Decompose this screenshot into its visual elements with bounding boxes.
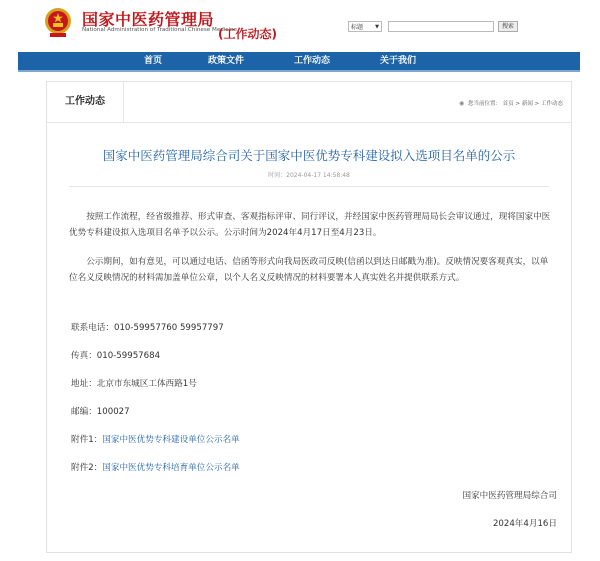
breadcrumb-item-news[interactable]: 新闻: [521, 101, 533, 107]
breadcrumb-item-work[interactable]: 工作动态: [540, 101, 563, 107]
site-header: [0, 0, 600, 48]
article-panel: [46, 81, 572, 553]
breadcrumb-prefix: 您当前位置：: [467, 101, 501, 107]
breadcrumb-separator: >: [515, 101, 522, 107]
contact-fax: [71, 349, 160, 361]
panel-tab: 工作动态: [47, 82, 124, 122]
breadcrumb: [459, 99, 563, 107]
signature-date: 2024年4月16日: [492, 519, 557, 529]
meta-time-label: 时间：: [268, 172, 287, 179]
main-nav: [18, 52, 580, 72]
location-pin-icon: ◉: [458, 100, 465, 107]
contact-address: [71, 377, 197, 389]
panel-header: [47, 82, 571, 123]
nav-item-policy[interactable]: 政策文件: [208, 56, 245, 66]
contact-postcode: [71, 405, 130, 417]
contact-fax-value: 010-59957684: [96, 351, 161, 361]
attachment-1: [71, 433, 240, 445]
article-paragraph-1: 按照工作流程，经省级推荐、形式审查、客观指标评审、同行评议，并经国家中医药管理局局长会审议通过，现将国家中医优势专科建设拟入选项目名单予以公示。公示时间为2024年4月17日至4月23日。: [69, 212, 551, 238]
contact-phone-value: 010-59957760 59957797: [113, 323, 224, 333]
site-brand-subtitle: National Administration of Traditional Chinese Medicine: [82, 27, 237, 33]
attachment-2-label: 附件2：: [71, 463, 103, 473]
contact-postcode-label: 邮编：: [71, 407, 97, 417]
search-field-select[interactable]: [348, 21, 382, 32]
breadcrumb-item-home[interactable]: 首页: [502, 101, 514, 107]
title-divider: [69, 186, 549, 187]
contact-fax-label: 传真：: [71, 351, 97, 361]
contact-address-value: 北京市东城区工体西路1号: [96, 379, 197, 389]
signature-org: 国家中医药管理局综合司: [462, 491, 557, 501]
meta-time: 2024-04-17 14:58:48: [286, 172, 350, 179]
attachment-2: [71, 461, 240, 473]
nav-item-home[interactable]: 首页: [144, 56, 163, 66]
search-select-value: 标题: [351, 24, 364, 31]
article-paragraph-2: 公示期间，如有意见，可以通过电话、信函等形式向我局医政司反映(信函以到达日邮戳为准)。反映情况要客观真实，以单位名义反映情况的材料需加盖单位公章，以个人名义反映情况的材料要署本人真实姓名并提供联系方式。: [69, 257, 549, 283]
contact-phone: [71, 321, 224, 333]
nav-item-news[interactable]: 工作动态: [294, 56, 331, 66]
attachment-1-label: 附件1：: [71, 435, 103, 445]
chevron-down-icon: ▼: [375, 24, 379, 30]
contact-phone-label: 联系电话：: [71, 323, 114, 333]
article-title: 国家中医药管理局综合司关于国家中医优势专科建设拟入选项目名单的公示: [102, 148, 516, 163]
contact-address-label: 地址：: [71, 379, 97, 389]
national-emblem-icon: [44, 6, 72, 38]
section-tag: (工作动态): [218, 27, 277, 41]
nav-item-about[interactable]: 关于我们: [380, 56, 417, 66]
search-button[interactable]: 搜索: [498, 21, 518, 32]
attachment-2-link[interactable]: 国家中医优势专科培育单位公示名单: [102, 463, 240, 473]
breadcrumb-separator: >: [534, 101, 541, 107]
contact-postcode-value: 100027: [96, 407, 130, 417]
site-brand-title[interactable]: 国家中医药管理局: [82, 10, 215, 29]
search-input[interactable]: [388, 21, 494, 32]
attachment-1-link[interactable]: 国家中医优势专科建设单位公示名单: [102, 435, 240, 445]
article-meta: [47, 170, 571, 179]
